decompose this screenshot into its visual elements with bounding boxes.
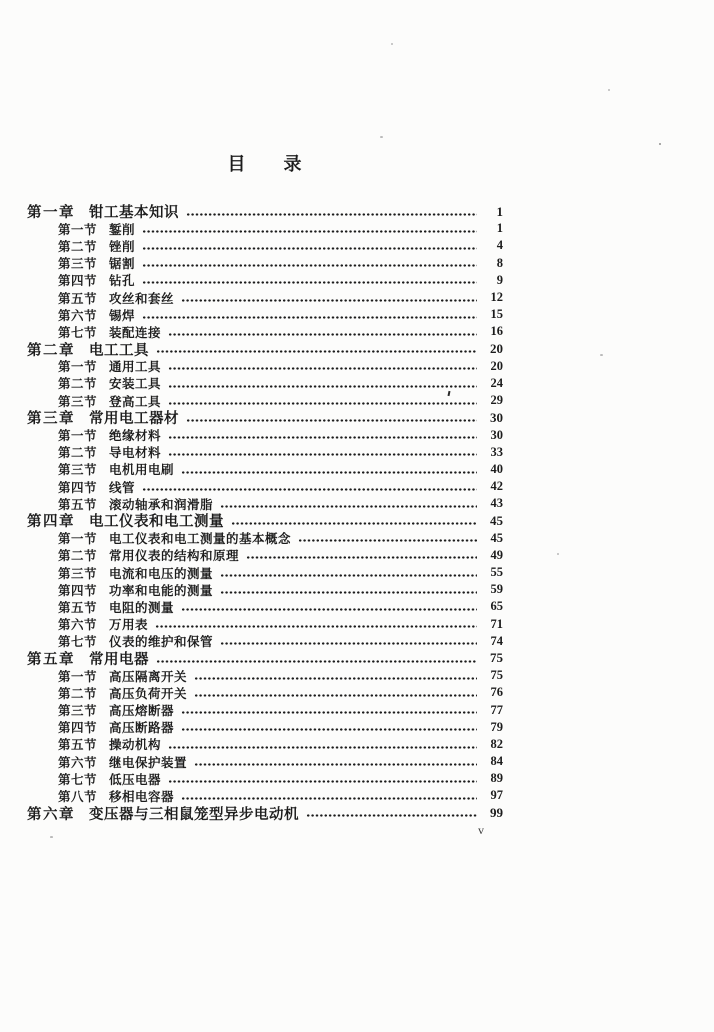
section-label: 第二节 (58, 377, 98, 392)
section-label: 第五节 (58, 600, 98, 615)
page-number: 77 (490, 702, 503, 717)
toc-section-row (0, 358, 714, 375)
chapter-title: 常用电工器材 (89, 411, 179, 428)
page-number: 79 (490, 719, 503, 734)
section-label: 第四节 (58, 721, 98, 736)
toc-chapter-row (0, 203, 714, 220)
page-number: 42 (490, 479, 503, 494)
scan-speck (557, 553, 559, 555)
page-number: 12 (490, 290, 503, 305)
section-title: 装配连接 (109, 325, 162, 340)
page-number: 20 (490, 358, 503, 373)
page-number: 59 (490, 582, 503, 597)
dot-leader (168, 736, 477, 753)
page-title (27, 150, 503, 176)
toc-list (0, 203, 714, 822)
toc-section-row (0, 530, 714, 547)
page-number: 24 (490, 375, 503, 390)
section-label: 第二节 (58, 239, 98, 254)
dot-leader (194, 753, 477, 770)
dot-leader (181, 701, 477, 718)
section-title: 通用工具 (109, 360, 162, 375)
section-title: 仪表的维护和保管 (109, 635, 214, 650)
section-title: 高压隔离开关 (109, 669, 188, 684)
toc-section-row (0, 306, 714, 323)
section-title: 操动机构 (109, 738, 162, 753)
section-label: 第一节 (58, 222, 98, 237)
section-label: 第一节 (58, 360, 98, 375)
toc-section-row (0, 581, 714, 598)
dot-leader (181, 787, 477, 804)
dot-leader (142, 220, 477, 237)
section-title: 登高工具 (109, 394, 162, 409)
dot-leader (142, 272, 477, 289)
section-label: 第一节 (58, 532, 98, 547)
page-number: 97 (490, 788, 503, 803)
page-title-char: 目 (227, 154, 247, 174)
section-title: 导电材料 (109, 446, 162, 461)
page-number: 1 (496, 203, 503, 219)
toc-section-row (0, 444, 714, 461)
toc-section-row (0, 719, 714, 736)
section-label: 第七节 (58, 325, 98, 340)
page-number: 43 (490, 496, 503, 511)
section-title: 锉削 (109, 239, 136, 254)
section-title: 移相电容器 (109, 789, 175, 804)
section-label: 第二节 (58, 549, 98, 564)
page-number: 29 (490, 393, 503, 408)
toc-section-row (0, 667, 714, 684)
page-number: 99 (490, 805, 503, 821)
dot-leader (181, 598, 477, 615)
section-title: 功率和电能的测量 (109, 583, 214, 598)
toc-section-row (0, 547, 714, 564)
section-title: 锯割 (109, 257, 136, 272)
section-title: 电工仪表和电工测量的基本概念 (109, 532, 292, 547)
dot-leader (246, 547, 477, 564)
section-title: 高压负荷开关 (109, 686, 188, 701)
dot-leader (142, 255, 477, 272)
page-number: 55 (490, 565, 503, 580)
chapter-label: 第一章 (27, 205, 75, 222)
section-title: 安装工具 (109, 377, 162, 392)
chapter-label: 第五章 (27, 651, 75, 668)
chapter-label: 第二章 (27, 342, 75, 359)
section-title: 常用仪表的结构和原理 (109, 549, 240, 564)
dot-leader (142, 306, 477, 323)
section-title: 钻孔 (109, 274, 136, 289)
section-title: 攻丝和套丝 (109, 291, 175, 306)
toc-section-row (0, 426, 714, 443)
toc-section-row (0, 616, 714, 633)
section-title: 电阻的测量 (109, 600, 175, 615)
dot-leader (298, 530, 477, 547)
toc-section-row (0, 684, 714, 701)
section-label: 第三节 (58, 463, 98, 478)
page-number: 45 (490, 512, 503, 528)
toc-chapter-row (0, 512, 714, 529)
page-number: 49 (490, 547, 503, 562)
chapter-label: 第四章 (27, 514, 75, 531)
page-number: 74 (490, 633, 503, 648)
section-label: 第二节 (58, 446, 98, 461)
page-number: 30 (490, 409, 503, 425)
dot-leader (168, 444, 477, 461)
dot-leader (168, 323, 477, 340)
dot-leader (220, 633, 477, 650)
dot-leader (168, 770, 477, 787)
dot-leader (168, 426, 477, 443)
section-title: 高压断路器 (109, 721, 175, 736)
section-title: 线管 (109, 480, 136, 495)
page-number: 9 (496, 272, 503, 287)
dot-leader (155, 616, 477, 633)
section-label: 第五节 (58, 497, 98, 512)
section-label: 第七节 (58, 635, 98, 650)
page-number: 84 (490, 754, 503, 769)
section-title: 锡焊 (109, 308, 136, 323)
section-title: 继电保护装置 (109, 755, 188, 770)
dot-leader (156, 650, 477, 667)
dot-leader (142, 237, 477, 254)
toc-section-row (0, 289, 714, 306)
toc-section-row (0, 237, 714, 254)
section-title: 高压熔断器 (109, 704, 175, 719)
dot-leader (231, 512, 477, 529)
page-number: 30 (490, 427, 503, 442)
scan-speck (380, 136, 383, 138)
dot-leader (181, 461, 477, 478)
chapter-title: 常用电器 (89, 651, 149, 668)
dot-leader (156, 341, 477, 358)
section-label: 第六节 (58, 755, 98, 770)
toc-section-row (0, 255, 714, 272)
page-number: 1 (496, 221, 503, 236)
chapter-title: 电工工具 (89, 342, 149, 359)
dot-leader (168, 375, 477, 392)
chapter-title: 电工仪表和电工测量 (89, 514, 224, 531)
dot-leader (168, 358, 477, 375)
section-label: 第三节 (58, 394, 98, 409)
section-label: 第七节 (58, 772, 98, 787)
page-number: 4 (496, 238, 503, 253)
section-label: 第五节 (58, 738, 98, 753)
page-number: 20 (490, 341, 503, 357)
section-label: 第三节 (58, 566, 98, 581)
section-label: 第三节 (58, 257, 98, 272)
page-number: 15 (490, 307, 503, 322)
section-label: 第六节 (58, 618, 98, 633)
dot-leader (186, 409, 477, 426)
scan-speck (659, 143, 661, 145)
section-title: 电流和电压的测量 (109, 566, 214, 581)
toc-section-row (0, 375, 714, 392)
chapter-label: 第三章 (27, 411, 75, 428)
section-label: 第三节 (58, 704, 98, 719)
scan-speck (50, 836, 53, 838)
page-number: 76 (490, 685, 503, 700)
section-title: 錾削 (109, 222, 136, 237)
section-title: 绝缘材料 (109, 429, 162, 444)
page-number: 82 (490, 736, 503, 751)
dot-leader (194, 684, 477, 701)
toc-section-row (0, 564, 714, 581)
page-number: 8 (496, 255, 503, 270)
toc-section-row (0, 598, 714, 615)
toc-section-row (0, 753, 714, 770)
scan-speck (608, 89, 610, 91)
page-number: 75 (490, 668, 503, 683)
toc-chapter-row (0, 409, 714, 426)
dot-leader (220, 495, 477, 512)
scan-speck (391, 43, 393, 45)
section-label: 第一节 (58, 429, 98, 444)
page-number: 45 (490, 530, 503, 545)
toc-section-row (0, 701, 714, 718)
page-number: 40 (490, 461, 503, 476)
page-number: 75 (490, 650, 503, 666)
dot-leader (306, 805, 477, 822)
page-number: 33 (490, 444, 503, 459)
section-title: 滚动轴承和润滑脂 (109, 497, 214, 512)
dot-leader (194, 667, 477, 684)
section-title: 低压电器 (109, 772, 162, 787)
chapter-title: 钳工基本知识 (89, 205, 179, 222)
dot-leader (142, 478, 477, 495)
toc-section-row (0, 736, 714, 753)
chapter-label: 第六章 (27, 806, 75, 823)
footer-page-number: v (478, 823, 484, 837)
toc-section-row (0, 478, 714, 495)
toc-chapter-row (0, 341, 714, 358)
scan-speck (600, 354, 603, 356)
chapter-title: 变压器与三相鼠笼型异步电动机 (89, 806, 299, 823)
page-number: 89 (490, 771, 503, 786)
section-label: 第六节 (58, 308, 98, 323)
section-label: 第二节 (58, 686, 98, 701)
section-label: 第四节 (58, 583, 98, 598)
page-number: 16 (490, 324, 503, 339)
dot-leader (186, 203, 477, 220)
section-label: 第五节 (58, 291, 98, 306)
section-label: 第一节 (58, 669, 98, 684)
toc-chapter-row (0, 805, 714, 822)
toc-section-row (0, 770, 714, 787)
toc-section-row (0, 220, 714, 237)
dot-leader (220, 564, 477, 581)
section-title: 电机用电刷 (109, 463, 175, 478)
dot-leader (168, 392, 477, 409)
toc-section-row (0, 461, 714, 478)
page-number: 71 (490, 616, 503, 631)
dot-leader (181, 289, 477, 306)
section-title: 万用表 (109, 618, 149, 633)
section-label: 第四节 (58, 274, 98, 289)
toc-section-row (0, 272, 714, 289)
dot-leader (220, 581, 477, 598)
section-label: 第四节 (58, 480, 98, 495)
toc-chapter-row (0, 650, 714, 667)
section-label: 第八节 (58, 789, 98, 804)
page-title-char: 录 (283, 154, 303, 174)
page-number: 65 (490, 599, 503, 614)
dot-leader (181, 719, 477, 736)
